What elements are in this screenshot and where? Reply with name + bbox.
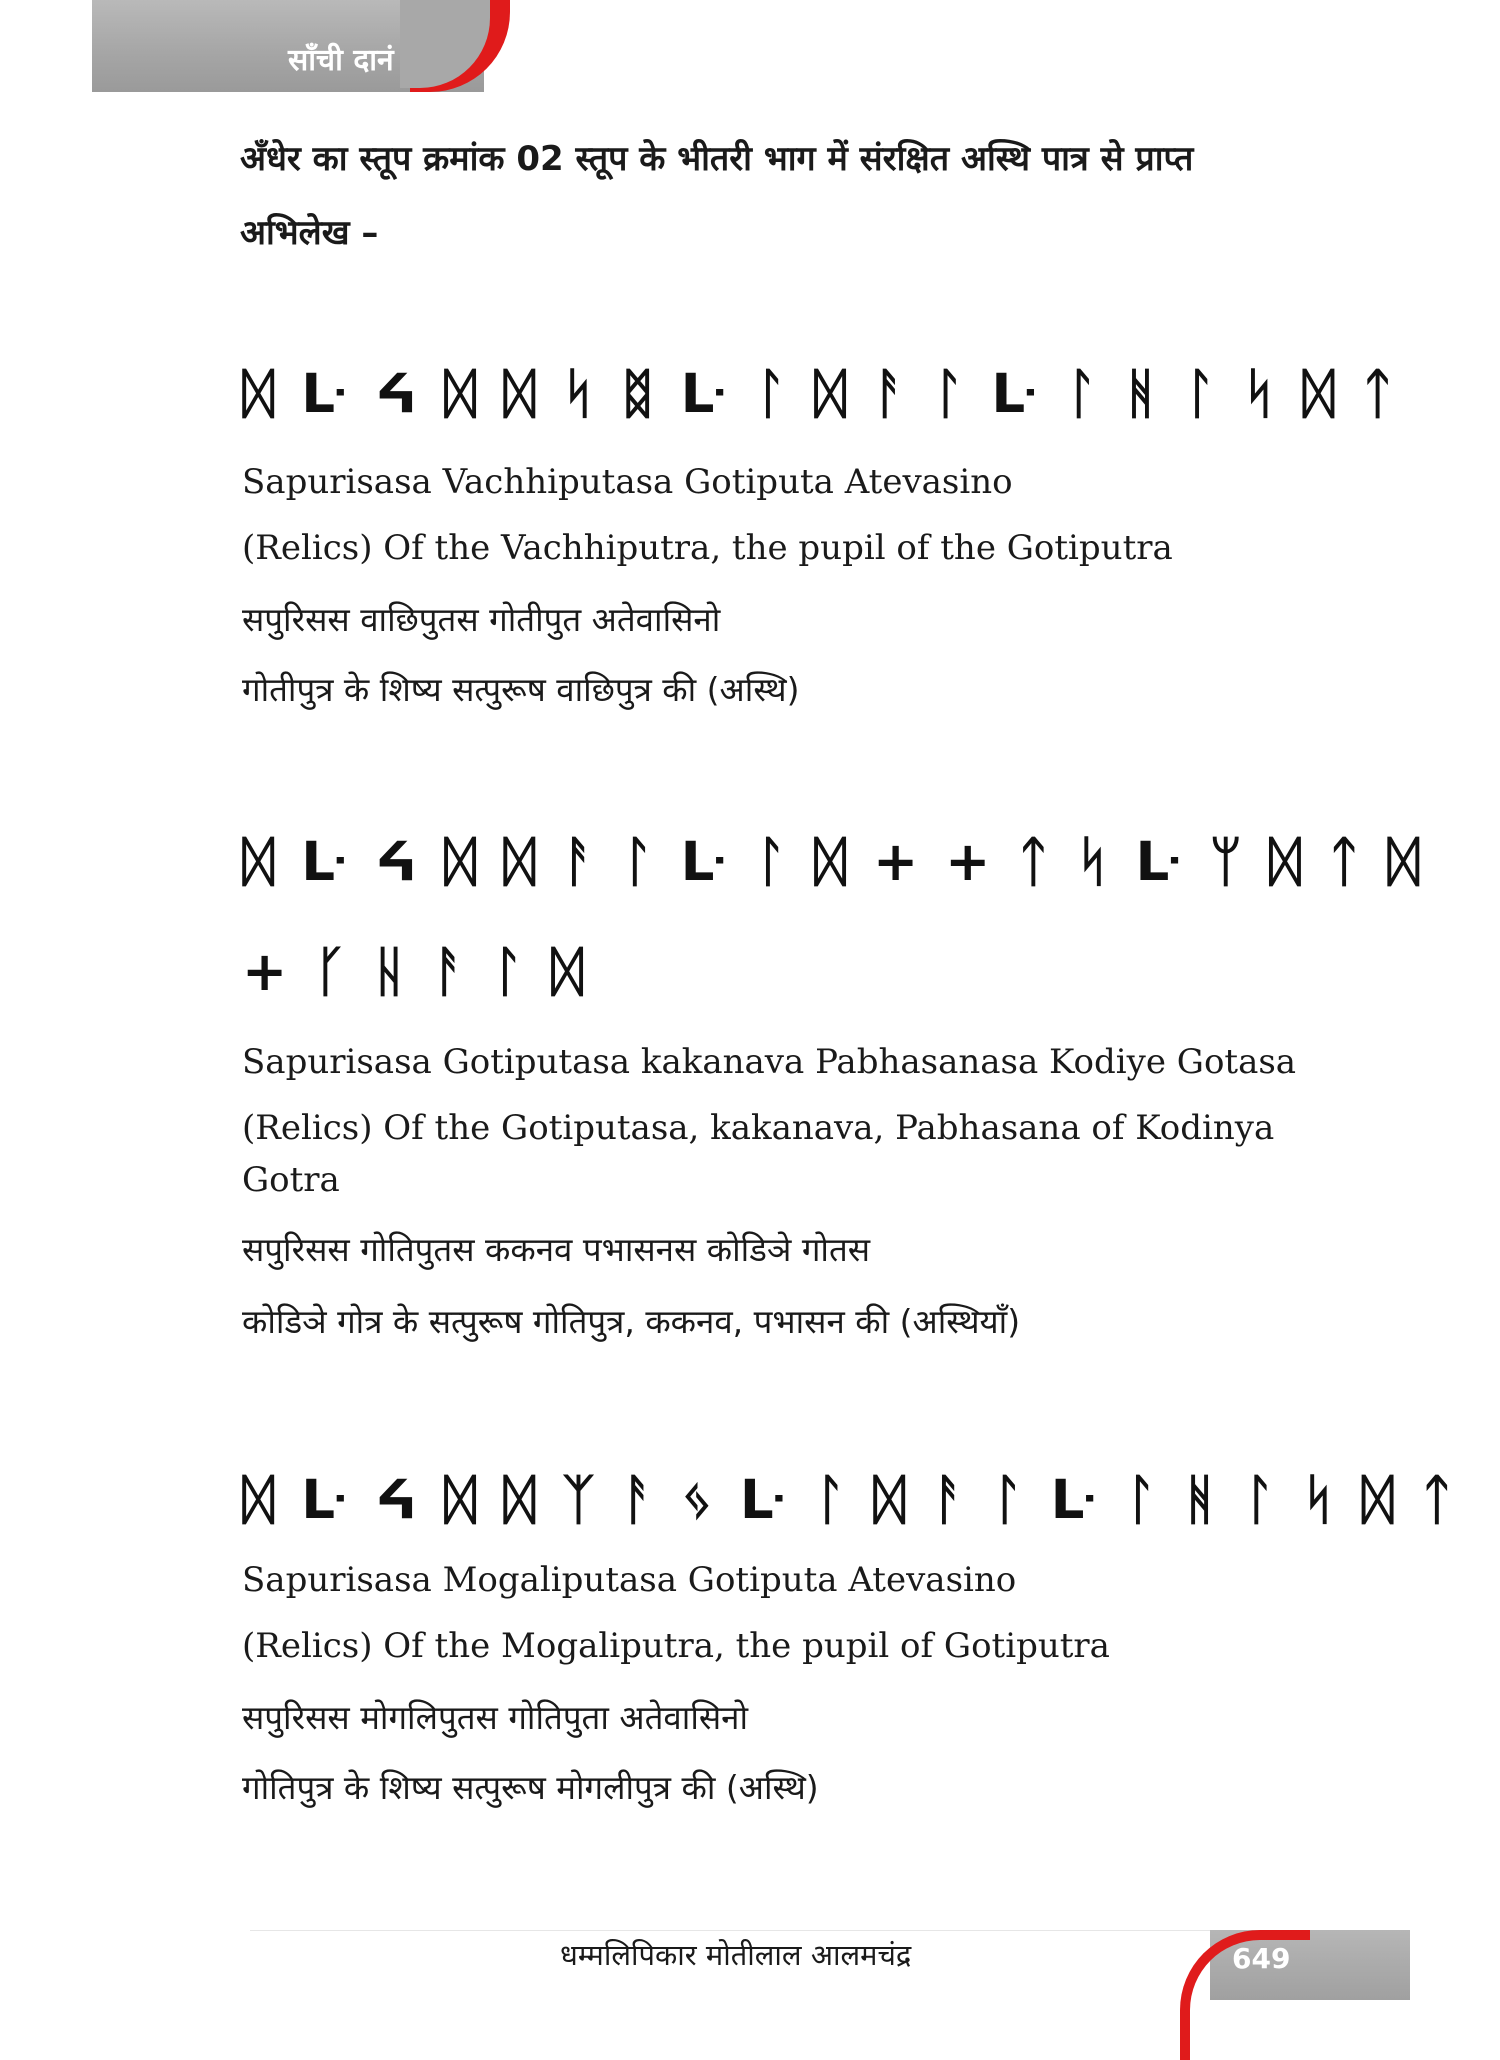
header-title: साँची दानं xyxy=(288,43,394,78)
inscription-2-english-translit: Sapurisasa Gotiputasa kakanava Pabhasanasa Kodiye Gotasa xyxy=(242,1042,1297,1082)
inscription-2-script-line-2: + ᚴ ᚺ ᚨ ᛚ ᛞ xyxy=(242,940,588,1003)
inscription-1-hindi-translit: सपुरिसस वाछिपुतस गोतीपुत अतेवासिनो xyxy=(242,600,721,639)
inscription-3-english-translit: Sapurisasa Mogaliputasa Gotiputa Atevasino xyxy=(242,1560,1017,1600)
inscription-1-hindi-translation: गोतीपुत्र के शिष्य सत्पुरूष वाछिपुत्र की (अस्थि) xyxy=(242,670,800,709)
footer-author: धम्मलिपिकार मोतीलाल आलमचंद्र xyxy=(560,1938,912,1972)
inscription-3-hindi-translit: सपुरिसस मोगलिपुतस गोतिपुता अतेवासिनो xyxy=(242,1698,749,1737)
inscription-2-hindi-translation: कोडिञे गोत्र के सत्पुरूष गोतिपुत्र, ककनव, पभासन की (अस्थियाँ) xyxy=(242,1302,1021,1341)
inscription-1-english-translation: (Relics) Of the Vachhiputra, the pupil of the Gotiputra xyxy=(242,528,1173,568)
inscription-3-hindi-translation: गोतिपुत्र के शिष्य सत्पुरूष मोगलीपुत्र की (अस्थि) xyxy=(242,1768,819,1807)
inscription-1-script: ᛞ ᒷ ᔦ ᛞ ᛞ ᛋ ᛥ ᒷ ᛚ ᛞ ᚨ ᛚ ᒷ ᛚ ᚻ ᛚ ᛋ ᛞ ᛏ xyxy=(242,362,1398,425)
inscription-3-script: ᛞ ᒷ ᔦ ᛞ ᛞ ᛉ ᚨ ᛃ ᒷ ᛚ ᛞ ᚨ ᛚ ᒷ ᛚ ᚻ ᛚ ᛋ ᛞ ᛏ xyxy=(242,1468,1458,1531)
inscription-2-script-line-1: ᛞ ᒷ ᔦ ᛞ ᛞ ᚨ ᛚ ᒷ ᛚ ᛞ + + ᛏ ᛋ ᒷ ᛘ ᛞ ᛏ ᛞ xyxy=(242,830,1424,893)
inscription-3-english-translation: (Relics) Of the Mogaliputra, the pupil of Gotiputra xyxy=(242,1626,1110,1666)
page-number: 649 xyxy=(1232,1942,1291,1975)
inscription-2-english-translation-cont: Gotra xyxy=(242,1160,340,1200)
intro-heading: अँधेर का स्तूप क्रमांक 02 स्तूप के भीतरी भाग में संरक्षित अस्थि पात्र से प्राप्त अभिलेख – xyxy=(240,139,1194,253)
inscription-1-english-translit: Sapurisasa Vachhiputasa Gotiputa Atevasino xyxy=(242,462,1013,502)
inscription-2-english-translation: (Relics) Of the Gotiputasa, kakanava, Pabhasana of Kodinya xyxy=(242,1108,1275,1148)
inscription-2-hindi-translit: सपुरिसस गोतिपुतस ककनव पभासनस कोडिञे गोतस xyxy=(242,1230,871,1269)
